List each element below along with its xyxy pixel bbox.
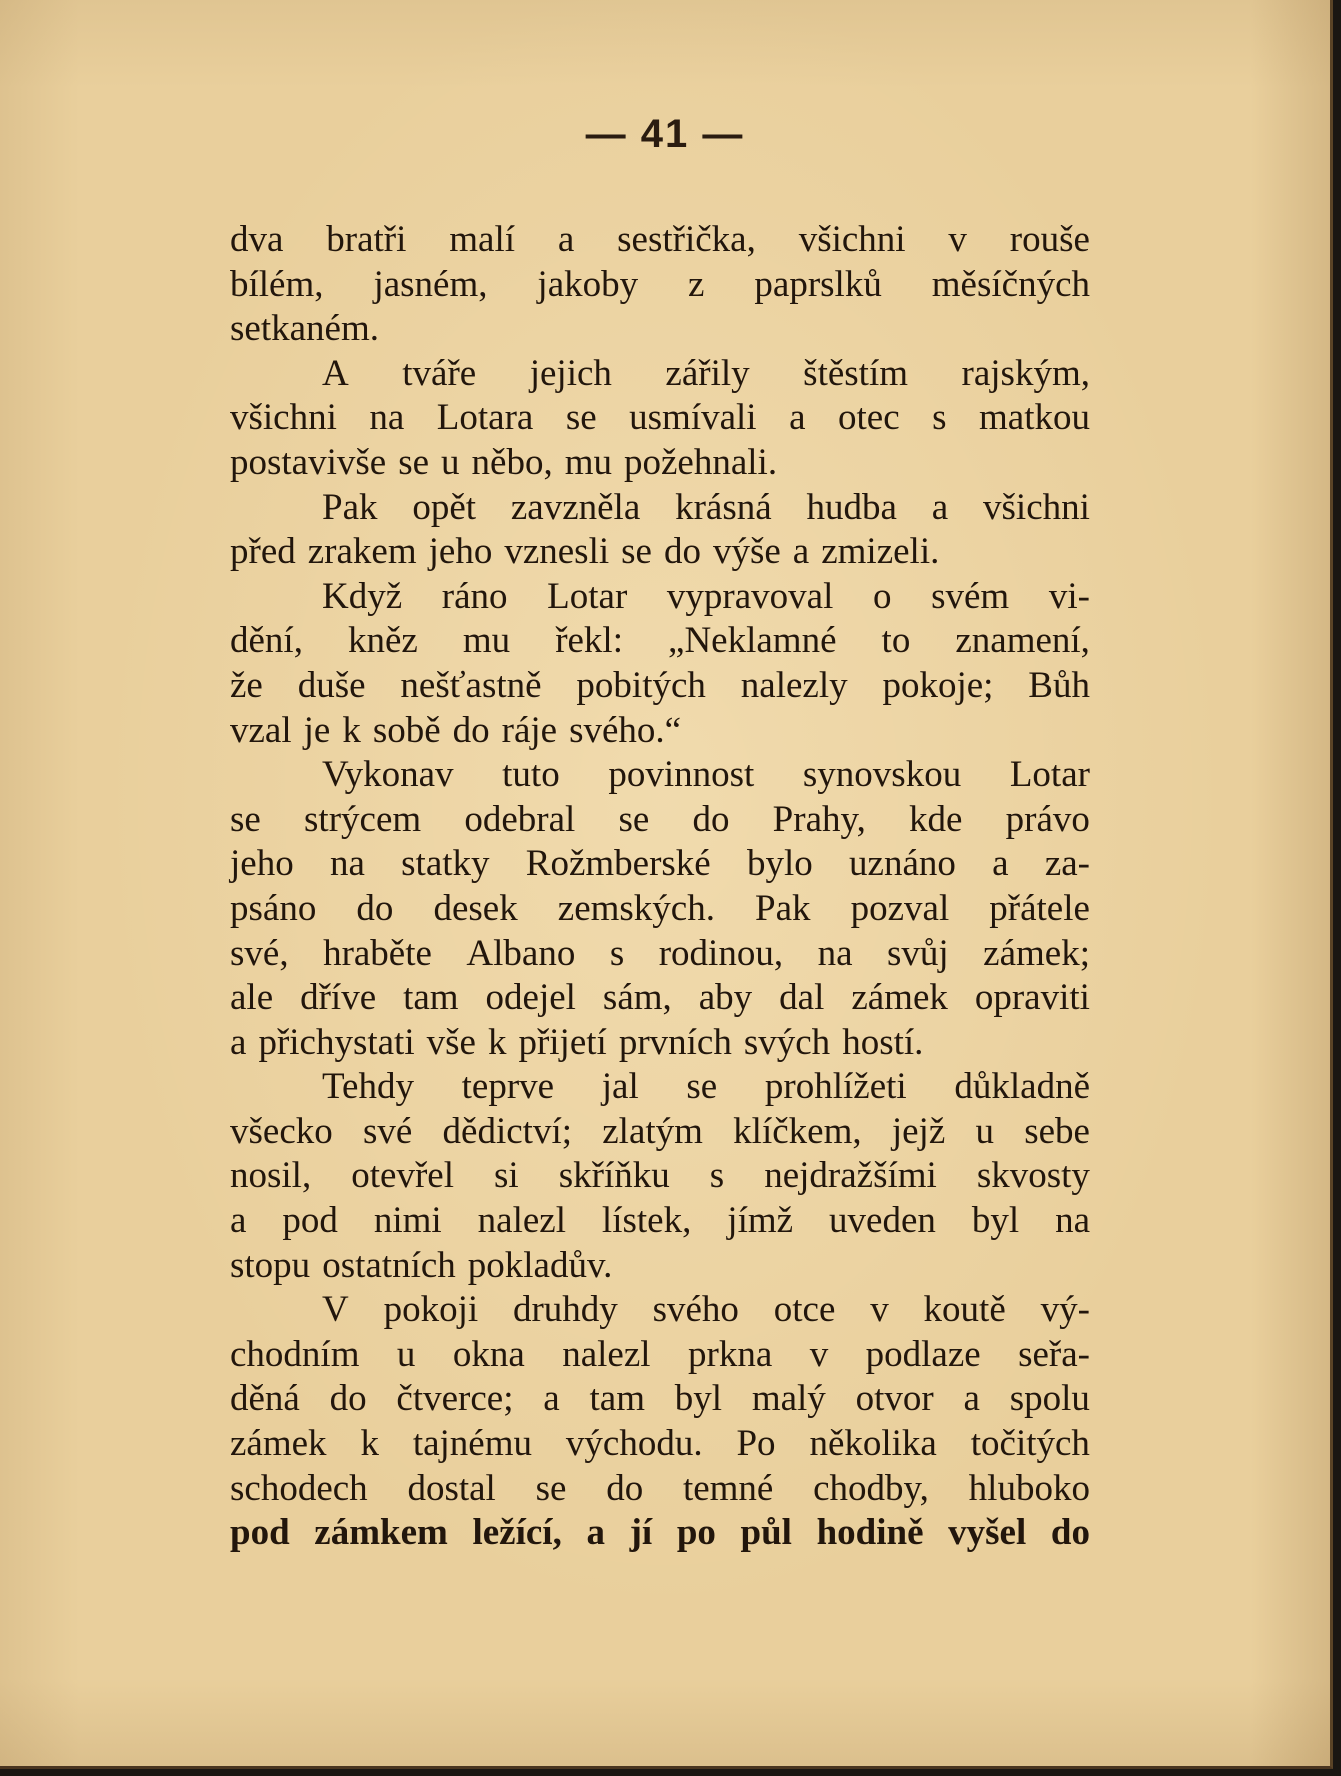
word: jal	[601, 1066, 639, 1108]
word: otec	[838, 397, 900, 439]
text-line	[230, 486, 1090, 531]
word: jejž	[891, 1110, 946, 1152]
word: synovskou	[802, 754, 962, 796]
word: a	[789, 397, 806, 439]
word: točitých	[970, 1423, 1090, 1465]
word: sestřička,	[617, 219, 756, 260]
word: dědictví;	[442, 1110, 573, 1152]
text-line	[230, 1065, 1090, 1110]
word: se	[565, 397, 597, 439]
word: přichystati	[258, 1021, 415, 1063]
word: zlatým	[602, 1110, 703, 1152]
word: dva	[230, 219, 284, 260]
word: půl	[740, 1512, 792, 1554]
text-line	[230, 664, 1090, 709]
word: přijetí	[518, 1021, 607, 1063]
word: děná	[230, 1378, 300, 1420]
text-line	[230, 619, 1090, 664]
word: všichni	[798, 219, 906, 260]
word: v	[948, 219, 967, 260]
word: čtverce;	[396, 1378, 514, 1420]
word: dříve	[300, 977, 377, 1019]
word: byl	[971, 1200, 1020, 1242]
word: nešťastně	[400, 664, 542, 706]
word: do	[663, 531, 701, 573]
word: a	[992, 843, 1009, 885]
word: otevřel	[351, 1155, 454, 1197]
word: Lotar	[1009, 754, 1090, 796]
word: nejdražšími	[764, 1155, 937, 1197]
word: Vykonav	[322, 754, 454, 796]
word: opět	[412, 486, 477, 528]
word: vyšel	[948, 1512, 1027, 1554]
word: na	[817, 932, 853, 974]
text-line	[230, 1467, 1090, 1512]
word: do	[452, 709, 490, 751]
word: Lotar	[547, 575, 628, 617]
word: a	[230, 1021, 247, 1063]
word: s	[609, 932, 625, 974]
text-line	[230, 753, 1090, 798]
word: bratři	[326, 219, 407, 260]
word: Rožmberské	[525, 843, 711, 885]
word: paprslků	[754, 263, 882, 305]
word: jasném,	[373, 263, 488, 305]
word: Když	[322, 575, 403, 617]
word: A	[322, 352, 349, 394]
word: rajským,	[961, 352, 1090, 394]
word: nalezl	[477, 1200, 566, 1242]
word: svého.“	[569, 709, 682, 751]
word: měsíčných	[931, 263, 1090, 305]
word: vypravoval	[666, 575, 834, 617]
word: okna	[452, 1333, 525, 1375]
word: malý	[751, 1378, 826, 1420]
word: východu.	[565, 1423, 703, 1465]
word: ráje	[501, 709, 558, 751]
word: do	[329, 1378, 367, 1420]
word: nimi	[373, 1200, 442, 1242]
word: vý-	[1040, 1289, 1090, 1331]
word: pokladův.	[467, 1244, 613, 1286]
word: na	[329, 843, 365, 885]
word: skříňku	[558, 1155, 670, 1197]
word: do	[606, 1467, 644, 1509]
text-line	[230, 1377, 1090, 1422]
word: vzal	[230, 709, 292, 751]
word: sobě	[372, 709, 441, 751]
word: štěstím	[803, 352, 909, 394]
word: usmívali	[629, 397, 757, 439]
word: hostí.	[842, 1021, 924, 1063]
word: sebe	[1024, 1110, 1090, 1152]
word: postavivše	[230, 441, 387, 483]
word: za-	[1044, 843, 1090, 885]
word: do	[356, 887, 394, 929]
word: otce	[773, 1289, 836, 1331]
word: nalezl	[562, 1333, 651, 1375]
word: skvosty	[976, 1155, 1090, 1197]
word: pozval	[850, 887, 950, 929]
word: chodby,	[813, 1467, 929, 1509]
word: hraběte	[323, 932, 432, 974]
word: psáno	[230, 887, 317, 929]
word: jímž	[727, 1200, 794, 1242]
word: kde	[909, 798, 963, 840]
word: ale	[230, 977, 274, 1019]
word: něbo,	[471, 441, 553, 483]
word: své	[362, 1110, 413, 1152]
word: dal	[779, 977, 825, 1019]
word: jakoby	[537, 263, 639, 305]
word: krásná	[675, 486, 772, 528]
word: se	[686, 1066, 718, 1108]
word: hodině	[816, 1512, 924, 1554]
word: kněz	[347, 620, 418, 662]
word: zámek;	[983, 932, 1090, 974]
word: ležící,	[472, 1512, 562, 1554]
word: u	[441, 441, 460, 483]
word: dostal	[407, 1467, 496, 1509]
word: že	[230, 664, 263, 706]
word: Prahy,	[772, 798, 866, 840]
word: V	[322, 1289, 349, 1331]
word: odebral	[464, 798, 576, 840]
text-line	[230, 307, 1090, 352]
word: zrakem	[307, 531, 417, 573]
word: druhdy	[512, 1289, 618, 1331]
word: a	[557, 219, 575, 260]
word: teprve	[461, 1066, 555, 1108]
word: Pak	[755, 887, 811, 929]
word: všichni	[983, 486, 1090, 528]
word: uveden	[829, 1200, 936, 1242]
word: se	[621, 531, 652, 573]
word: rodinou,	[658, 932, 784, 974]
text-line	[230, 887, 1090, 932]
word: rouše	[1009, 219, 1090, 260]
word: u	[396, 1333, 416, 1375]
word: a	[586, 1512, 605, 1554]
word: temné	[682, 1467, 774, 1509]
word: ostatních	[322, 1244, 456, 1286]
text-line	[230, 530, 1090, 575]
word: duše	[297, 664, 366, 706]
word: před	[230, 531, 296, 573]
word: pod	[230, 1512, 290, 1554]
word: všichni	[230, 397, 337, 439]
page-number: — 41 —	[585, 112, 745, 156]
word: pokoje;	[882, 664, 994, 706]
word: požehnali.	[624, 441, 778, 483]
word: zámek	[230, 1423, 327, 1465]
word: a	[543, 1378, 560, 1420]
text-line	[230, 1199, 1090, 1244]
word: malí	[449, 219, 516, 260]
text-line	[230, 842, 1090, 887]
word: jeho	[230, 843, 294, 885]
word: Tehdy	[322, 1066, 414, 1108]
word: desek	[433, 887, 518, 929]
word: stopu	[230, 1244, 311, 1286]
word: svém	[931, 575, 1010, 617]
word: otvor	[855, 1378, 934, 1420]
word: u	[975, 1110, 994, 1152]
word: hluboko	[968, 1467, 1090, 1509]
word: svých	[743, 1021, 831, 1063]
word: „Neklamné	[668, 620, 837, 662]
text-line	[230, 1021, 1090, 1066]
word: důkladně	[954, 1066, 1090, 1108]
word: s	[709, 1155, 725, 1197]
word: Bůh	[1028, 664, 1090, 706]
word: jí	[629, 1512, 653, 1554]
word: všecko	[230, 1110, 333, 1152]
text-line	[230, 798, 1090, 843]
word: klíčkem,	[733, 1110, 862, 1152]
word: mu	[462, 620, 511, 662]
word: znamení,	[955, 620, 1090, 662]
word: k	[360, 1423, 379, 1465]
word: Pak	[322, 486, 378, 528]
word: povinnost	[608, 754, 755, 796]
text-line	[230, 1110, 1090, 1155]
word: zářily	[665, 352, 750, 394]
word: a	[792, 531, 810, 573]
word: tam	[589, 1378, 645, 1420]
word: výše	[712, 531, 781, 573]
word: k	[487, 1021, 507, 1063]
word: v	[809, 1333, 829, 1375]
word: na	[369, 397, 405, 439]
word: odejel	[485, 977, 576, 1019]
word: mu	[564, 441, 612, 483]
word: pod	[282, 1200, 338, 1242]
word: je	[303, 709, 331, 751]
word: tajnému	[412, 1423, 533, 1465]
word: ráno	[441, 575, 508, 617]
word: zmizeli.	[821, 531, 940, 573]
text-line	[230, 1333, 1090, 1378]
text-line	[230, 1244, 1090, 1289]
word: lístek,	[601, 1200, 692, 1242]
word: pobitých	[576, 664, 706, 706]
word: tuto	[502, 754, 560, 796]
word: zavzněla	[510, 486, 641, 528]
word: a	[931, 486, 949, 528]
word: seřa-	[1018, 1333, 1090, 1375]
word: nosil,	[230, 1155, 312, 1197]
word: se	[398, 441, 430, 483]
word: několika	[809, 1423, 937, 1465]
word: Po	[736, 1423, 776, 1465]
word: se	[230, 798, 261, 840]
word: zámek	[851, 977, 948, 1019]
word: tváře	[402, 352, 477, 394]
word: se	[535, 1467, 567, 1509]
word: byl	[674, 1378, 723, 1420]
word: opraviti	[974, 977, 1090, 1019]
word: přátele	[989, 887, 1090, 929]
word: svůj	[887, 932, 949, 974]
word: Lotara	[436, 397, 534, 439]
word: pokoji	[383, 1289, 479, 1331]
word: a	[963, 1378, 980, 1420]
word: z	[688, 263, 705, 305]
word: vi-	[1048, 575, 1090, 617]
word: k	[342, 709, 361, 751]
text-line	[230, 709, 1090, 754]
word: s	[932, 397, 947, 439]
word: chodním	[230, 1333, 360, 1375]
word: setkaném.	[230, 308, 379, 350]
word: prohlížeti	[764, 1066, 907, 1108]
text-line	[230, 396, 1090, 441]
word: do	[1050, 1512, 1090, 1554]
word: v	[870, 1289, 889, 1331]
word: jeho	[428, 531, 493, 573]
word: se	[618, 798, 650, 840]
word: na	[1055, 1200, 1090, 1242]
word: strýcem	[304, 798, 422, 840]
word: sám,	[602, 977, 672, 1019]
word: matkou	[979, 397, 1090, 439]
word: o	[872, 575, 892, 617]
body-text	[230, 218, 1090, 1556]
word: svého	[652, 1289, 739, 1331]
text-line	[230, 1288, 1090, 1333]
word: bílém,	[230, 263, 324, 305]
word: aby	[698, 977, 753, 1019]
word: prvních	[618, 1021, 732, 1063]
word: koutě	[923, 1289, 1006, 1331]
word: to	[881, 620, 911, 662]
word: podlaze	[865, 1333, 981, 1375]
word: zemských.	[557, 887, 715, 929]
text-line	[230, 1511, 1090, 1556]
word: zámkem	[314, 1512, 448, 1554]
text-line	[230, 1154, 1090, 1199]
word: uznáno	[849, 843, 956, 885]
word: si	[494, 1155, 519, 1197]
word: hudba	[806, 486, 897, 528]
text-line	[230, 218, 1090, 263]
word: bylo	[746, 843, 813, 885]
word: a	[230, 1200, 247, 1242]
text-line	[230, 263, 1090, 308]
word: právo	[1005, 798, 1090, 840]
word: vznesli	[504, 531, 610, 573]
word: statky	[401, 843, 490, 885]
word: tam	[403, 977, 459, 1019]
word: nalezly	[740, 664, 848, 706]
word: dění,	[230, 620, 303, 662]
word: Albano	[466, 932, 576, 974]
word: prkna	[688, 1333, 773, 1375]
text-line	[230, 1422, 1090, 1467]
word: jejich	[529, 352, 612, 394]
word: schodech	[230, 1467, 368, 1509]
text-line	[230, 352, 1090, 397]
word: vše	[426, 1021, 476, 1063]
word: řekl:	[555, 620, 623, 662]
word: své,	[230, 932, 289, 974]
text-line	[230, 932, 1090, 977]
word: spolu	[1009, 1378, 1090, 1420]
text-line	[230, 575, 1090, 620]
word: po	[676, 1512, 716, 1554]
word: do	[692, 798, 730, 840]
text-line	[230, 976, 1090, 1021]
text-line	[230, 441, 1090, 486]
